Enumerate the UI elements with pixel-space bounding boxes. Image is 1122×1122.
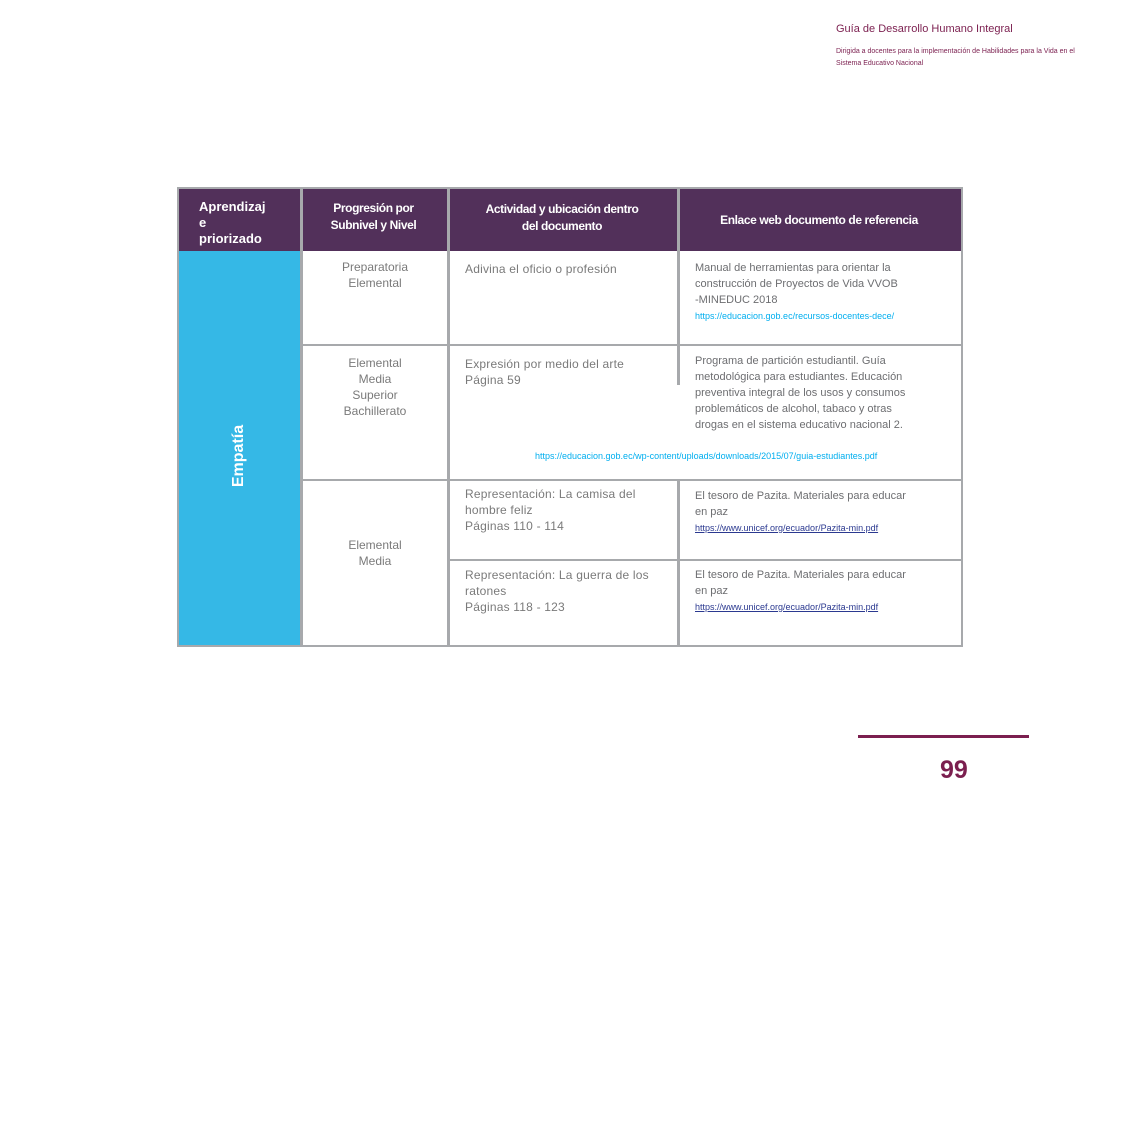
- document-subtitle: Dirigida a docentes para la implementación de Habilidades para la Vida en el Sistema Educativo Nacional: [836, 48, 1075, 67]
- column-divider: [677, 479, 680, 645]
- row-3-activity: Representación: La camisa del hombre feliz Páginas 110 - 114: [465, 487, 636, 533]
- row-2-activity: Expresión por medio del arte Página 59: [465, 357, 625, 387]
- row-2-reference: Programa de partición estudiantil. Guía metodológica para estudiantes. Educación preventiva integral de los usos y consumos problemáticos de alcohol, tabaco y otras drogas en el sistema educativo nacional 2.: [695, 355, 906, 431]
- row-1-activity: Adivina el oficio o profesión: [465, 262, 617, 276]
- row-divider: [302, 479, 961, 481]
- document-header: [836, 22, 1086, 70]
- column-divider: [447, 189, 450, 645]
- column-header-progresion: Progresión por Subnivel y Nivel: [330, 201, 417, 232]
- row-3-reference: El tesoro de Pazita. Materiales para educar en paz: [695, 490, 906, 518]
- document-title: Guía de Desarrollo Humano Integral: [836, 23, 1013, 35]
- row-3-level: Elemental Media: [348, 538, 402, 568]
- row-3-link[interactable]: https://www.unicef.org/ecuador/Pazita-min.pdf: [695, 523, 879, 533]
- column-header-enlace: Enlace web documento de referencia: [720, 212, 918, 227]
- row-2-level: Elemental Media Superior Bachillerato: [343, 356, 407, 418]
- row-divider: [450, 559, 961, 561]
- row-1-reference: Manual de herramientas para orientar la construcción de Proyectos de Vida VVOB -MINEDUC 2018: [695, 262, 898, 306]
- column-divider: [677, 189, 680, 385]
- row-2-link[interactable]: https://educacion.gob.ec/wp-content/uploads/downloads/2015/07/guia-estudiantes.pdf: [535, 451, 878, 461]
- group-cell-empatia: [179, 251, 300, 645]
- group-label: Empatía: [230, 424, 247, 488]
- row-4-activity: Representación: La guerra de los ratones Páginas 118 - 123: [465, 568, 649, 614]
- row-4-link[interactable]: https://www.unicef.org/ecuador/Pazita-min.pdf: [695, 602, 879, 612]
- row-divider: [302, 344, 961, 346]
- column-header-actividad: Actividad y ubicación dentro del documento: [485, 202, 639, 233]
- page-number: 99: [940, 756, 968, 784]
- row-1-link[interactable]: https://educacion.gob.ec/recursos-docentes-dece/: [695, 311, 895, 321]
- column-header-aprendizaje: Aprendizaj e priorizado: [199, 199, 266, 246]
- table-header: [179, 189, 961, 251]
- row-1-level: Preparatoria Elemental: [341, 260, 409, 290]
- skills-table: [177, 187, 963, 647]
- row-4-reference: El tesoro de Pazita. Materiales para educar en paz: [695, 569, 906, 597]
- footer-rule: [858, 735, 1029, 738]
